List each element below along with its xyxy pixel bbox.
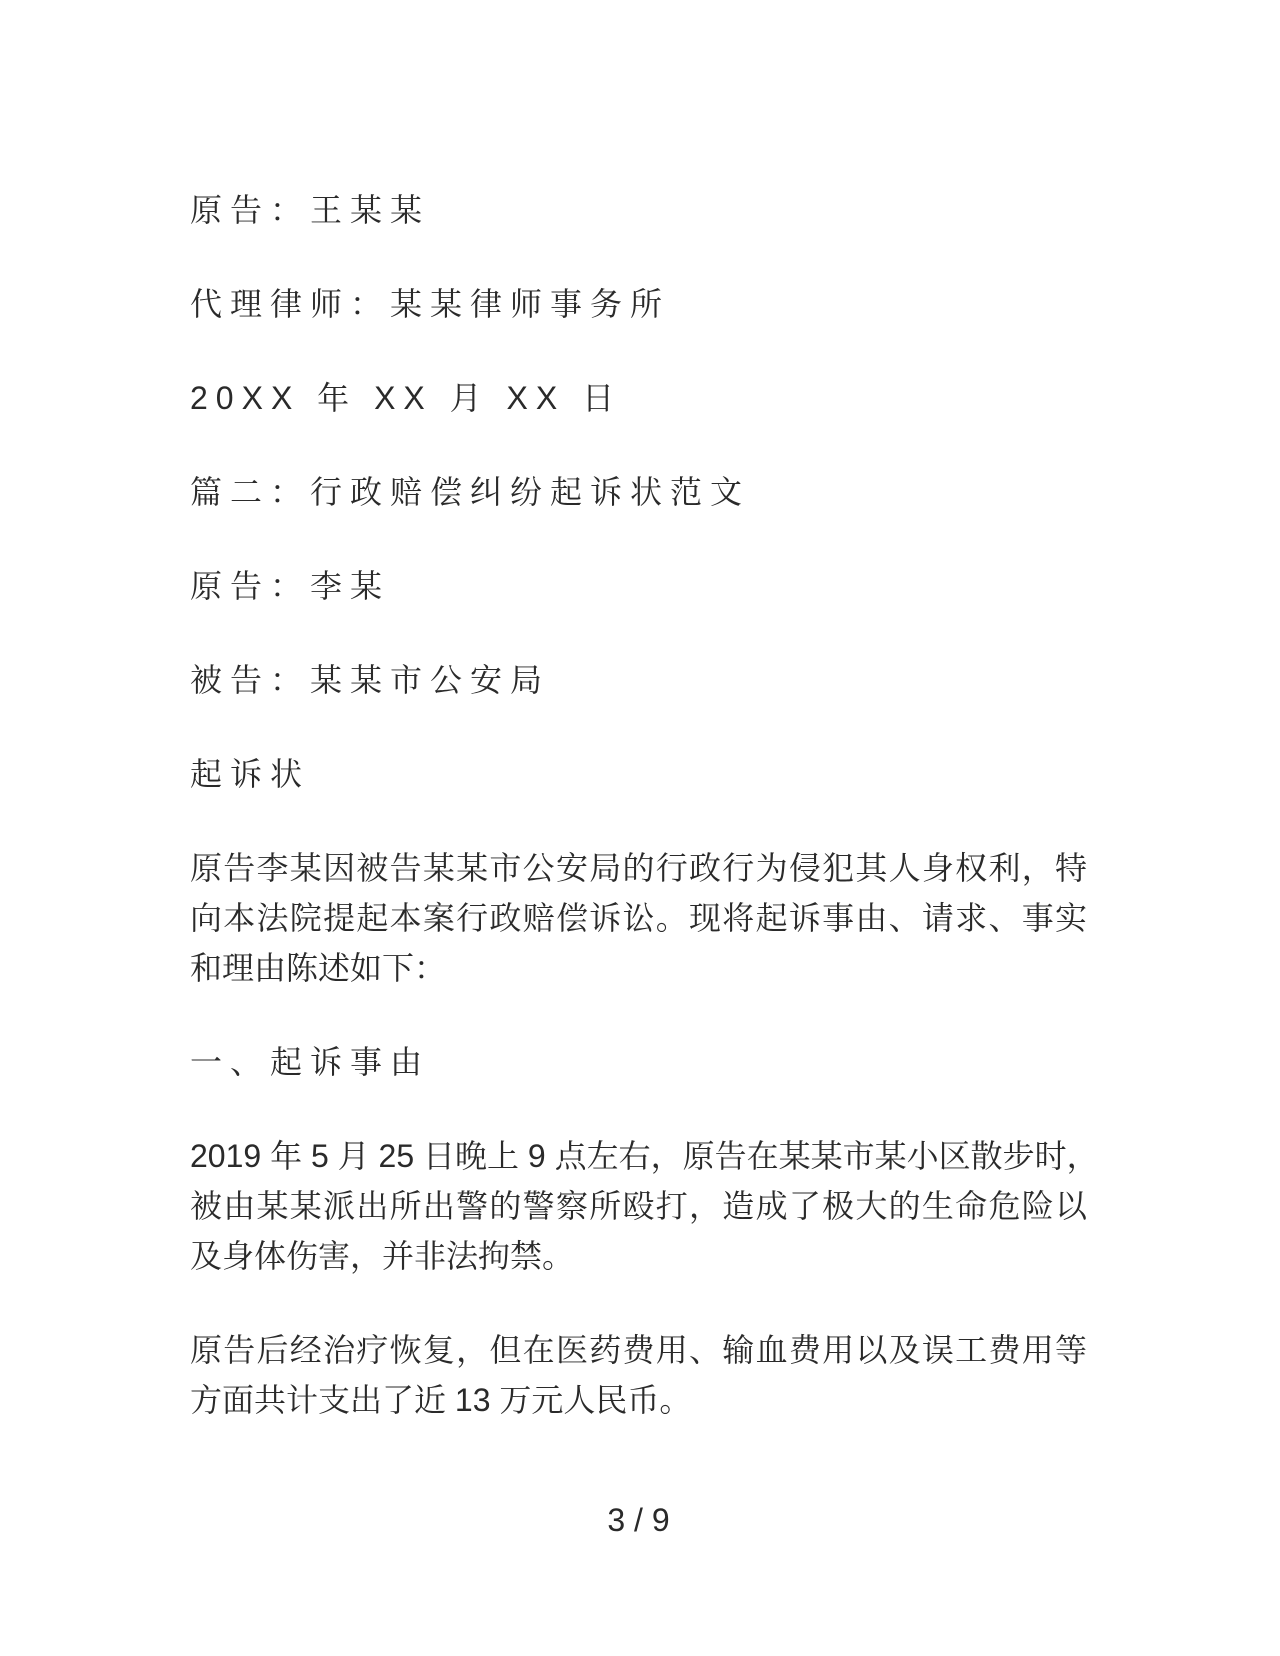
facts-paragraph (190, 1131, 1099, 1281)
first-case-attorney-block (190, 279, 1087, 329)
costs-paragraph (190, 1325, 1087, 1425)
facts-paragraph-line-1: 2019 年 5 月 25 日晚上 9 点左右，原告在某某市某小区散步时， (190, 1138, 1099, 1174)
intro-paragraph-line-2: 向本法院提起本案行政赔偿诉讼。现将起诉事由、请求、事实 (190, 900, 1087, 936)
intro-paragraph-line-1: 原告李某因被告某某市公安局的行政行为侵犯其人身权利，特 (190, 850, 1087, 886)
costs-paragraph-line-1: 原告后经治疗恢复，但在医药费用、输血费用以及误工费用等 (190, 1332, 1087, 1368)
first-case-date-line: 20XX 年 XX 月 XX 日 (190, 380, 623, 416)
second-case-defendant-line: 被告：某某市公安局 (190, 662, 551, 698)
section-title-block (190, 467, 1087, 517)
first-case-plaintiff-block (190, 185, 1087, 235)
complaint-title-line: 起诉状 (190, 756, 311, 792)
costs-paragraph-line-2: 方面共计支出了近 13 万元人民币。 (190, 1382, 692, 1418)
facts-paragraph-line-3: 及身体伤害，并非法拘禁。 (190, 1238, 575, 1274)
second-case-plaintiff-line: 原告：李某 (190, 568, 391, 604)
second-case-defendant-block (190, 655, 1087, 705)
intro-paragraph (190, 843, 1087, 993)
complaint-title-block (190, 749, 1087, 799)
section-heading-block (190, 1037, 1087, 1087)
second-case-plaintiff-block (190, 561, 1087, 611)
first-case-attorney-line: 代理律师：某某律师事务所 (190, 286, 671, 322)
section-heading-line: 一、起诉事由 (190, 1044, 431, 1080)
first-case-plaintiff-line: 原告：王某某 (190, 192, 431, 228)
section-title-line: 篇二：行政赔偿纠纷起诉状范文 (190, 474, 751, 510)
page-number-indicator: 3 / 9 (607, 1502, 670, 1538)
facts-paragraph-line-2: 被由某某派出所出警的警察所殴打，造成了极大的生命危险以 (190, 1188, 1087, 1224)
intro-paragraph-line-3: 和理由陈述如下： (190, 950, 447, 986)
first-case-date-block (190, 373, 1087, 423)
